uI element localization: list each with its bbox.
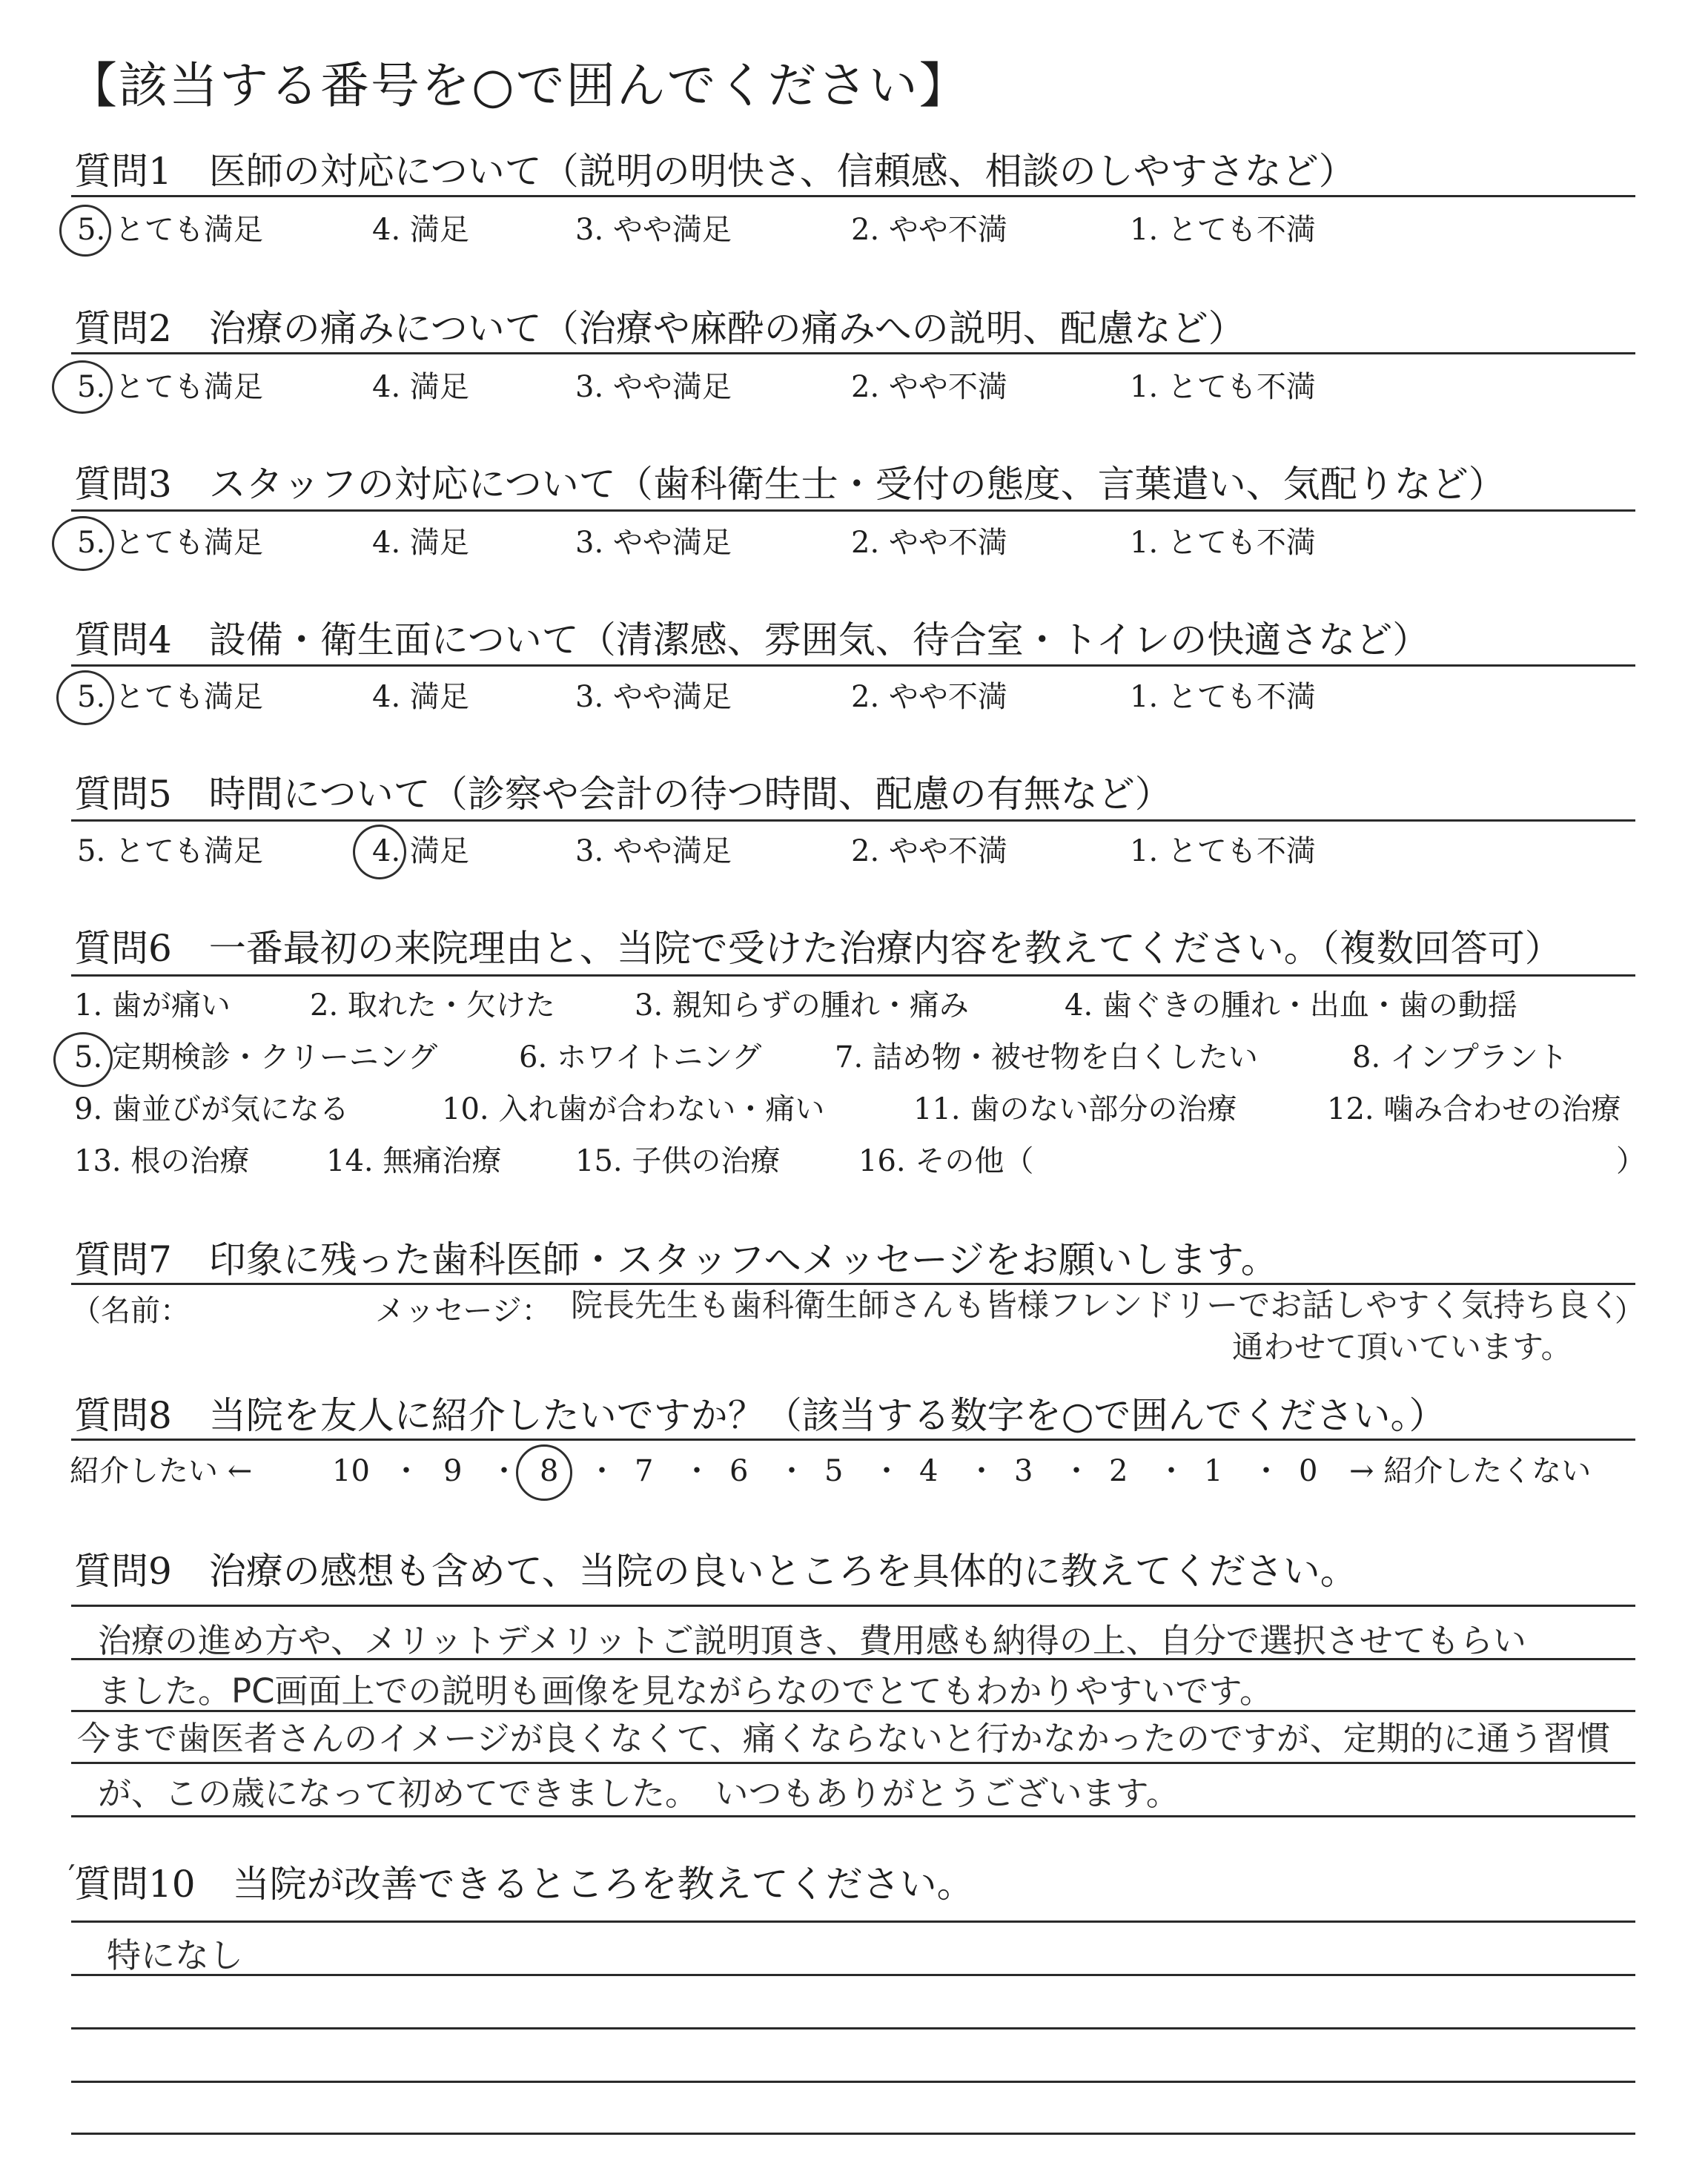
q6-item-6[interactable]: 6. ホワイトニング bbox=[519, 1040, 762, 1074]
q5-option-4[interactable]: 4. 満足 bbox=[372, 834, 469, 868]
q8-scale-separator: ・ bbox=[1062, 1454, 1091, 1488]
q3-option-1[interactable]: 1. とても不満 bbox=[1130, 526, 1316, 560]
q6-item-7[interactable]: 7. 詰め物・被せ物を白くしたい bbox=[835, 1040, 1258, 1074]
q8-scale-0[interactable]: 0 bbox=[1299, 1454, 1318, 1488]
q2-option-5[interactable]: 5. とても満足 bbox=[77, 370, 263, 404]
q8-scale-separator: ・ bbox=[1156, 1454, 1186, 1488]
question-8-rule bbox=[71, 1439, 1635, 1441]
q8-scale-separator: ・ bbox=[391, 1454, 421, 1488]
question-10-heading: 質問10 当院が改善できるところを教えてください。 bbox=[74, 1863, 974, 1906]
question-2-rule bbox=[71, 352, 1635, 354]
q8-scale-10[interactable]: 10 bbox=[332, 1454, 370, 1488]
pen-mark: ′ bbox=[68, 1858, 76, 1895]
q1-option-4[interactable]: 4. 満足 bbox=[372, 213, 469, 247]
q5-option-5[interactable]: 5. とても満足 bbox=[77, 834, 263, 868]
q6-other-close-paren: ） bbox=[1616, 1144, 1646, 1178]
q8-scale-separator: ・ bbox=[682, 1454, 712, 1488]
q4-option-4[interactable]: 4. 満足 bbox=[372, 680, 469, 714]
q5-option-3[interactable]: 3. やや満足 bbox=[575, 834, 732, 868]
q6-item-10[interactable]: 10. 入れ歯が合わない・痛い bbox=[442, 1092, 825, 1126]
q9-line-1 bbox=[71, 1605, 1635, 1607]
q7-name-label: （名前： bbox=[71, 1294, 190, 1328]
q9-answer-line-2: ました。PC画面上での説明も画像を見ながらなのでとてもわかりやすいです。 bbox=[98, 1671, 1273, 1711]
q1-option-1[interactable]: 1. とても不満 bbox=[1130, 213, 1316, 247]
q8-scale-4[interactable]: 4 bbox=[919, 1454, 939, 1488]
q8-scale-9[interactable]: 9 bbox=[443, 1454, 463, 1488]
q8-scale-5[interactable]: 5 bbox=[824, 1454, 844, 1488]
page-title: 【該当する番号を○で囲んでください】 bbox=[68, 57, 970, 114]
question-1-heading: 質問1 医師の対応について（説明の明快さ、信頼感、相談のしやすさなど） bbox=[74, 150, 1356, 193]
q8-scale-1[interactable]: 1 bbox=[1204, 1454, 1223, 1488]
q8-scale-separator: ・ bbox=[489, 1454, 519, 1488]
q2-option-2[interactable]: 2. やや不満 bbox=[851, 370, 1007, 404]
q8-scale-separator: ・ bbox=[872, 1454, 901, 1488]
q5-option-1[interactable]: 1. とても不満 bbox=[1130, 834, 1316, 868]
q1-option-3[interactable]: 3. やや満足 bbox=[575, 213, 732, 247]
q2-option-4[interactable]: 4. 満足 bbox=[372, 370, 469, 404]
q9-answer-line-4: が、この歳になって初めてできました。 いつもありがとうございます。 bbox=[98, 1774, 1179, 1813]
q7-close-paren: ） bbox=[1615, 1294, 1644, 1328]
q6-item-16[interactable]: 16. その他（ bbox=[858, 1144, 1034, 1178]
question-5-heading: 質問5 時間について（診察や会計の待つ時間、配慮の有無など） bbox=[74, 773, 1172, 816]
q10-line-3 bbox=[71, 2027, 1635, 2029]
question-4-rule bbox=[71, 664, 1635, 667]
q8-scale-separator: ・ bbox=[587, 1454, 617, 1488]
q2-option-1[interactable]: 1. とても不満 bbox=[1130, 370, 1316, 404]
question-7-heading: 質問7 印象に残った歯科医師・スタッフへメッセージをお願いします。 bbox=[74, 1238, 1278, 1281]
q10-answer-line-1: 特になし bbox=[107, 1935, 243, 1975]
q6-item-15[interactable]: 15. 子供の治療 bbox=[575, 1144, 781, 1178]
q1-option-2[interactable]: 2. やや不満 bbox=[851, 213, 1007, 247]
q8-scale-8[interactable]: 8 bbox=[540, 1454, 559, 1488]
q6-item-1[interactable]: 1. 歯が痛い bbox=[74, 988, 231, 1023]
q6-item-14[interactable]: 14. 無痛治療 bbox=[326, 1144, 502, 1178]
q8-scale-separator: ・ bbox=[777, 1454, 807, 1488]
q10-line-2 bbox=[71, 1974, 1635, 1976]
q9-answer-line-3: 今まで歯医者さんのイメージが良くなくて、痛くならないと行かなかったのですが、定期的に通う習慣 bbox=[77, 1719, 1610, 1758]
q6-item-12[interactable]: 12. 噛み合わせの治療 bbox=[1327, 1092, 1621, 1126]
q6-item-4[interactable]: 4. 歯ぐきの腫れ・出血・歯の動揺 bbox=[1065, 988, 1517, 1023]
q2-option-3[interactable]: 3. やや満足 bbox=[575, 370, 732, 404]
q9-answer-line-1: 治療の進め方や、メリットデメリットご説明頂き、費用感も納得の上、自分で選択させてもらい bbox=[98, 1621, 1526, 1660]
q4-option-2[interactable]: 2. やや不満 bbox=[851, 680, 1007, 714]
q6-item-2[interactable]: 2. 取れた・欠けた bbox=[310, 988, 555, 1023]
q1-option-5[interactable]: 5. とても満足 bbox=[77, 213, 263, 247]
q8-scale-2[interactable]: 2 bbox=[1109, 1454, 1128, 1488]
question-6-heading: 質問6 一番最初の来院理由と、当院で受けた治療内容を教えてください。（複数回答可） bbox=[74, 927, 1562, 970]
question-1-rule bbox=[71, 195, 1635, 197]
q4-option-3[interactable]: 3. やや満足 bbox=[575, 680, 732, 714]
question-3-heading: 質問3 スタッフの対応について（歯科衛生士・受付の態度、言葉遣い、気配りなど） bbox=[74, 463, 1506, 506]
q6-item-8[interactable]: 8. インプラント bbox=[1352, 1040, 1568, 1074]
q8-scale-6[interactable]: 6 bbox=[729, 1454, 749, 1488]
question-7-rule bbox=[71, 1283, 1635, 1285]
q8-scale-3[interactable]: 3 bbox=[1014, 1454, 1033, 1488]
question-2-heading: 質問2 治療の痛みについて（治療や麻酔の痛みへの説明、配慮など） bbox=[74, 307, 1245, 350]
q7-message-label: メッセージ： bbox=[375, 1294, 552, 1328]
q9-line-5 bbox=[71, 1815, 1635, 1817]
q6-item-11[interactable]: 11. 歯のない部分の治療 bbox=[913, 1092, 1237, 1126]
q7-message-line-2: 通わせて頂いています。 bbox=[1232, 1329, 1572, 1365]
q10-line-1 bbox=[71, 1920, 1635, 1923]
q8-scale-7[interactable]: 7 bbox=[635, 1454, 654, 1488]
q4-option-1[interactable]: 1. とても不満 bbox=[1130, 680, 1316, 714]
q7-message-line-1: 院長先生も歯科衛生師さんも皆様フレンドリーでお話しやすく気持ち良く bbox=[571, 1287, 1621, 1324]
q8-right-label: → 紹介したくない bbox=[1349, 1454, 1592, 1488]
q10-line-5 bbox=[71, 2133, 1635, 2135]
q10-line-4 bbox=[71, 2081, 1635, 2083]
question-5-rule bbox=[71, 819, 1635, 822]
q3-option-4[interactable]: 4. 満足 bbox=[372, 526, 469, 560]
question-4-heading: 質問4 設備・衛生面について（清潔感、雰囲気、待合室・トイレの快適さなど） bbox=[74, 618, 1430, 661]
q3-option-3[interactable]: 3. やや満足 bbox=[575, 526, 732, 560]
q8-left-label: 紹介したい ← bbox=[70, 1454, 253, 1488]
q6-item-3[interactable]: 3. 親知らずの腫れ・痛み bbox=[635, 988, 969, 1023]
question-3-rule bbox=[71, 509, 1635, 512]
q8-scale-separator: ・ bbox=[967, 1454, 996, 1488]
q8-scale-separator: ・ bbox=[1251, 1454, 1281, 1488]
q3-option-2[interactable]: 2. やや不満 bbox=[851, 526, 1007, 560]
q5-option-2[interactable]: 2. やや不満 bbox=[851, 834, 1007, 868]
q4-option-5[interactable]: 5. とても満足 bbox=[77, 680, 263, 714]
q9-line-4 bbox=[71, 1762, 1635, 1764]
question-9-heading: 質問9 治療の感想も含めて、当院の良いところを具体的に教えてください。 bbox=[74, 1550, 1357, 1593]
q6-item-9[interactable]: 9. 歯並びが気になる bbox=[74, 1092, 349, 1126]
q6-item-5[interactable]: 5. 定期検診・クリーニング bbox=[74, 1040, 438, 1074]
q6-item-13[interactable]: 13. 根の治療 bbox=[74, 1144, 250, 1178]
q3-option-5[interactable]: 5. とても満足 bbox=[77, 526, 263, 560]
question-6-rule bbox=[71, 974, 1635, 977]
question-8-heading: 質問8 当院を友人に紹介したいですか？（該当する数字を○で囲んでください。） bbox=[74, 1394, 1446, 1437]
